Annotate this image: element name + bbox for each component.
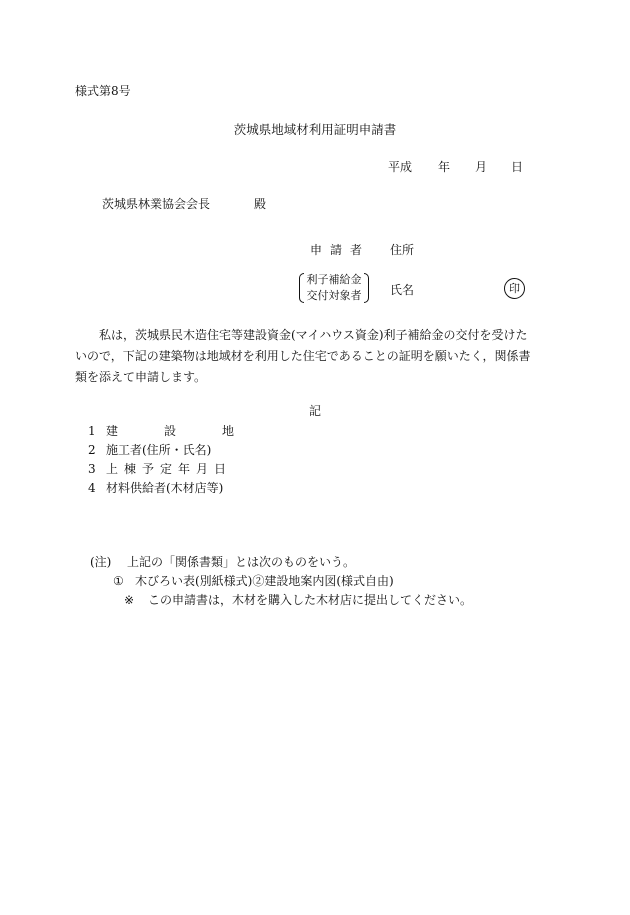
left-bracket	[299, 273, 304, 303]
note-list-item	[113, 575, 394, 587]
item-label: 材料供給者(木材店等)	[106, 481, 224, 495]
asterisk-mark: ※	[124, 593, 135, 607]
qualifier-line-2: 交付対象者	[306, 289, 362, 302]
seal-mark: 印	[504, 278, 525, 299]
item-number: 1	[88, 424, 96, 438]
note-remark-text: この申請書は，木材を購入した木材店に提出してください。	[148, 593, 473, 607]
date-month: 月	[475, 160, 488, 174]
item-label: 建設地	[106, 424, 281, 438]
date-day: 日	[511, 160, 524, 174]
note-list-text: 木びろい表(別紙様式)②建設地案内図(様式自由)	[135, 574, 394, 588]
note-remark	[124, 594, 472, 606]
date-era: 平成	[388, 160, 413, 174]
circled-one-mark: ①	[113, 574, 124, 588]
item-number: 3	[88, 462, 96, 476]
note-label: (注)	[90, 555, 112, 569]
form-number: 様式第8号	[75, 84, 131, 98]
list-item	[88, 444, 211, 456]
addressee-honorific: 殿	[254, 197, 267, 211]
application-statement: 私は，茨城県民木造住宅等建設資金(マイハウス資金)利子補給金の交付を受けたいので，下記の建築物は地域材を利用した住宅であることの証明を願いたく，関係書類を添えて申請します。	[75, 328, 531, 384]
addressee	[102, 198, 266, 210]
item-number: 2	[88, 443, 96, 457]
address-label: 住所	[390, 243, 415, 257]
list-item	[88, 463, 232, 475]
name-label: 氏名	[390, 283, 415, 297]
applicant-label: 申請者	[310, 243, 371, 257]
qualifier-line-1: 利子補給金	[306, 273, 362, 286]
item-label: 上棟予定年月日	[106, 462, 233, 476]
note-intro: 上記の「関係書類」とは次のものをいう。	[127, 555, 356, 569]
document-title: 茨城県地域材利用証明申請書	[233, 122, 397, 137]
note-heading	[90, 556, 355, 568]
list-item	[88, 482, 223, 494]
item-number: 4	[88, 481, 96, 495]
item-label: 施工者(住所・氏名)	[106, 443, 212, 457]
ki-heading: 記	[308, 404, 321, 418]
list-item	[88, 425, 280, 437]
applicant-qualifier	[299, 272, 369, 304]
right-bracket	[364, 273, 369, 303]
date-year: 年	[438, 160, 451, 174]
addressee-name: 茨城県林業協会会長	[102, 197, 211, 211]
